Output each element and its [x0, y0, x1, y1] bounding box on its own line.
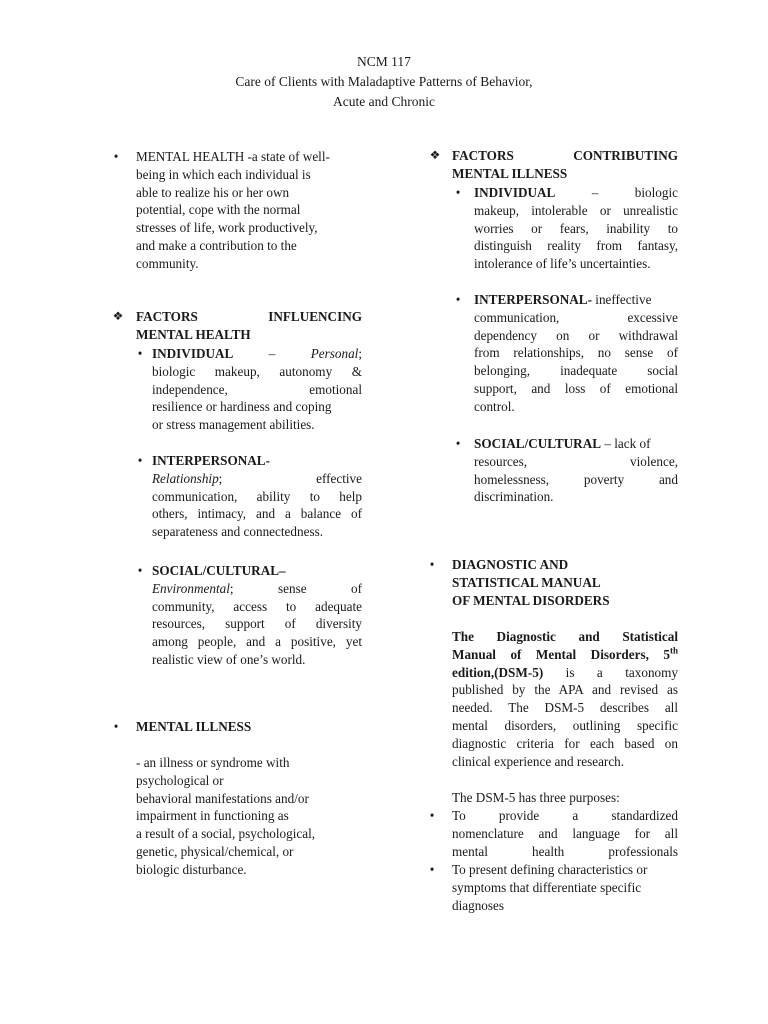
bullet-dot: • — [455, 436, 461, 451]
dsm-purpose-1: To provide a standardized nomenclature and language for all mental health professionals — [452, 808, 678, 859]
document-header — [0, 52, 768, 112]
factors-influencing-heading: FACTORS INFLUENCING MENTAL HEALTH — [136, 309, 362, 342]
dsm-description: The Diagnostic and Statistical Manual of Mental Disorders, 5th edition,(DSM-5) is a taxonomy published by the APA and revised as needed. The DSM-5 describes all mental disorders, outlining specific diagnostic criteria for each based on clinical experience and research. — [452, 629, 678, 769]
factor-individual-mental-health: INDIVIDUAL – Personal; biologic makeup, autonomy & independence, emotional resilience or hardiness and coping or stress management abilities. — [152, 346, 363, 433]
bullet-dot: • — [429, 557, 435, 572]
bullet-dot: • — [113, 149, 119, 164]
mental-illness-definition: - an illness or syndrome with psychological or behavioral manifestations and/or impairment in functioning as a result of a social, psychological, genetic, physical/chemical, or biologic disturbance. — [136, 755, 316, 877]
bullet-dot: • — [429, 808, 435, 823]
mental-health-definition: MENTAL HEALTH -a state of well- being in which each individual is able to realize his or her own potential, cope with the normal stresses of life, work productively, and make a contribution to the community. — [136, 149, 330, 271]
bullet-dot: • — [137, 453, 143, 468]
factor-interpersonal-mental-illness: INTERPERSONAL- ineffective communication, excessive dependency on or withdrawal from relationships, no sense of belonging, inadequate social support, and loss of emotional control. — [474, 292, 678, 414]
factors-contributing-heading: FACTORS CONTRIBUTING MENTAL ILLNESS — [452, 148, 678, 181]
document-title-line-1: Care of Clients with Maladaptive Patterns of Behavior, — [235, 74, 533, 89]
diamond-bullet-icon: ❖ — [112, 309, 124, 323]
bullet-dot: • — [455, 292, 461, 307]
factor-social-cultural-mental-health: SOCIAL/CULTURAL– Environmental; sense of community, access to adequate resources, support of diversity among people, and a positive, yet realistic view of one’s world. — [152, 563, 362, 667]
dsm-purpose-2: To present defining characteristics or symptoms that differentiate specific diagnoses — [452, 862, 648, 913]
factor-individual-mental-illness: INDIVIDUAL – biologic makeup, intolerable or unrealistic worries or fears, inability to distinguish reality from fantasy, intolerance of life’s uncertainties. — [474, 185, 679, 272]
dsm-purposes-intro: The DSM-5 has three purposes: — [452, 790, 620, 805]
mental-illness-heading: MENTAL ILLNESS — [136, 719, 252, 734]
course-code: NCM 117 — [357, 54, 411, 69]
bullet-dot: • — [137, 346, 143, 361]
bullet-dot: • — [455, 185, 461, 200]
factor-social-cultural-mental-illness: SOCIAL/CULTURAL – lack of resources, violence, homelessness, poverty and discrimination. — [474, 436, 678, 505]
bullet-dot: • — [137, 563, 143, 578]
bullet-dot: • — [113, 719, 119, 734]
bullet-dot: • — [429, 862, 435, 877]
document-title-line-2: Acute and Chronic — [333, 94, 435, 109]
factor-interpersonal-mental-health: INTERPERSONAL- Relationship; effective communication, ability to help others, intimacy, and a balance of separateness and connectedness. — [152, 453, 362, 540]
diamond-bullet-icon: ❖ — [429, 148, 441, 162]
dsm-heading: DIAGNOSTIC AND STATISTICAL MANUAL OF MENTAL DISORDERS — [452, 557, 610, 608]
